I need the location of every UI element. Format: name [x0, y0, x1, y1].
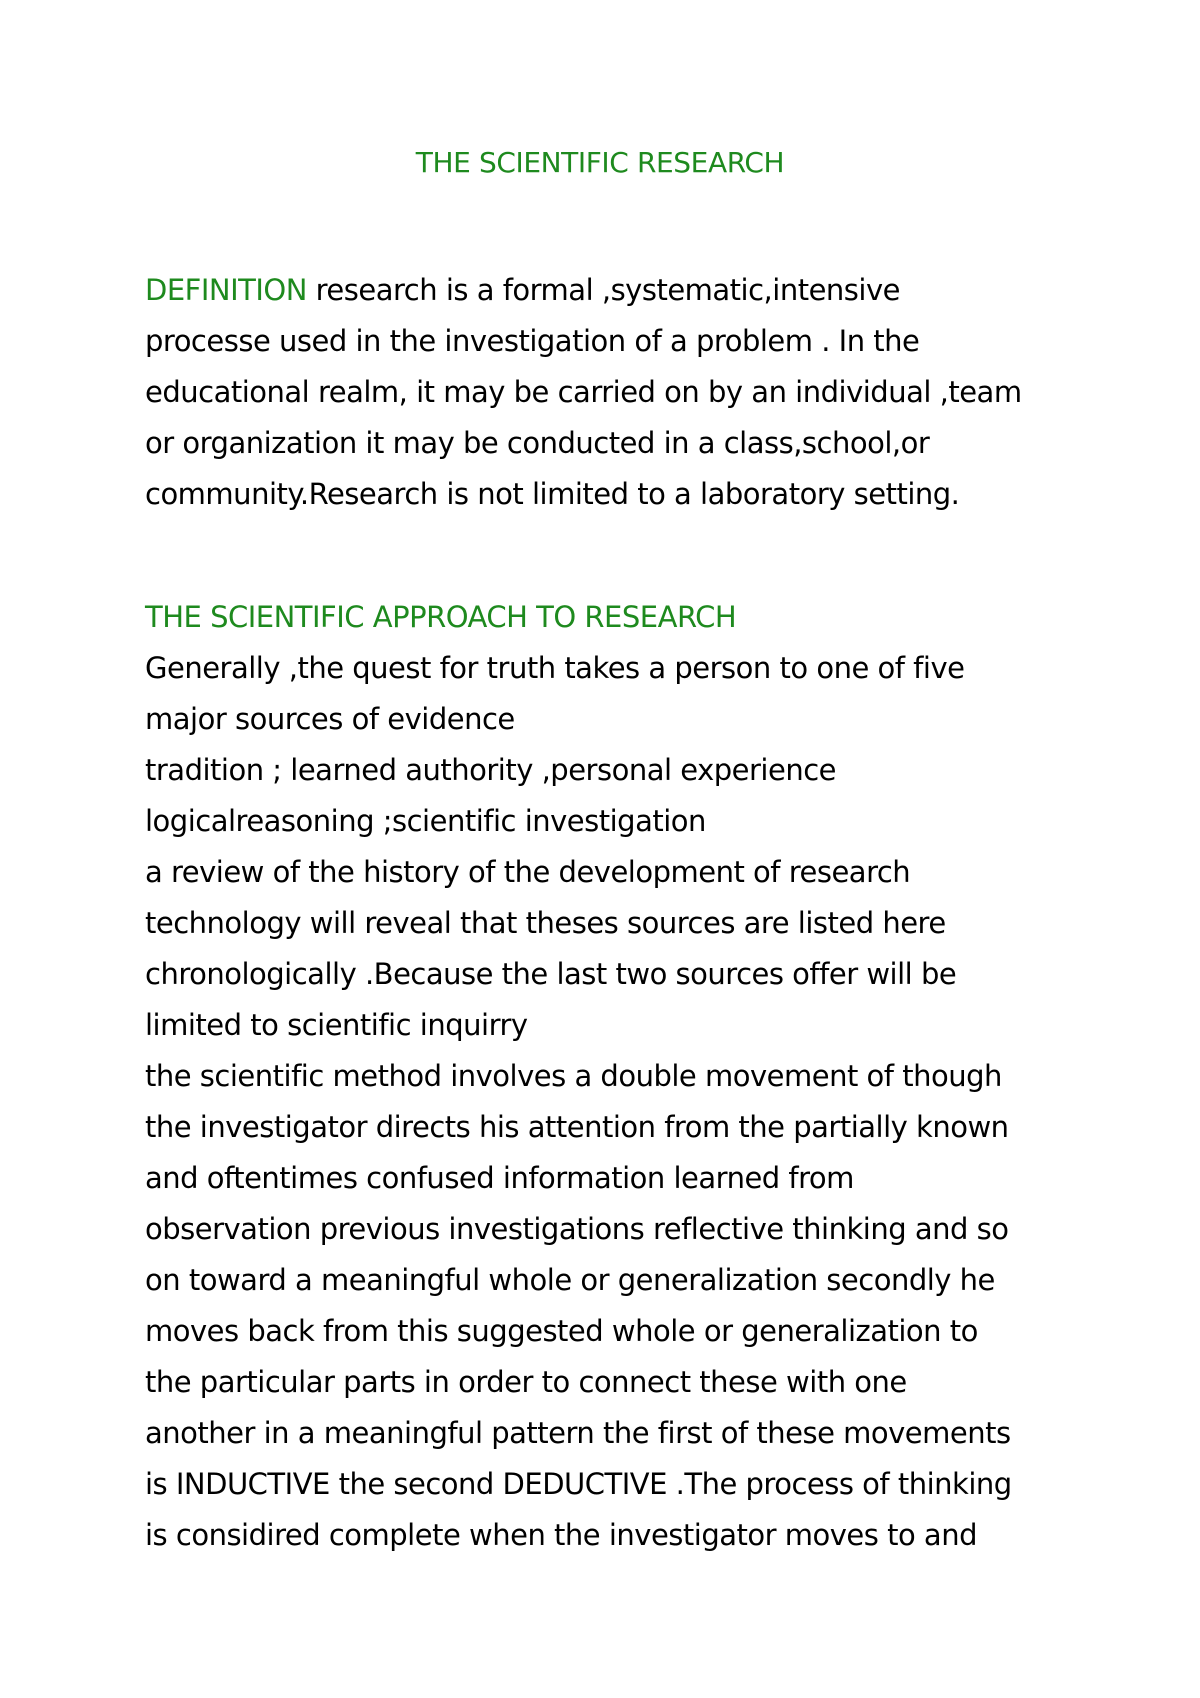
approach-line: the scientific method involves a double movement of though: [145, 1059, 1002, 1093]
approach-line: tradition ; learned authority ,personal experience: [145, 753, 836, 787]
definition-line: community.Research is not limited to a laboratory setting.: [145, 477, 960, 511]
approach-line: logicalreasoning ;scientific investigation: [145, 804, 706, 838]
approach-line: a review of the history of the development of research: [145, 855, 911, 889]
approach-line: is considired complete when the investigator moves to and: [145, 1518, 977, 1552]
definition-first-line-text: research is a formal ,systematic,intensive: [306, 273, 900, 307]
approach-line: is INDUCTIVE the second DEDUCTIVE .The process of thinking: [145, 1467, 1012, 1501]
definition-line: processe used in the investigation of a problem . In the: [145, 324, 920, 358]
approach-line: Generally ,the quest for truth takes a person to one of five: [145, 651, 965, 685]
approach-line: the investigator directs his attention from the partially known: [145, 1110, 1009, 1144]
approach-line: chronologically .Because the last two sources offer will be: [145, 957, 957, 991]
approach-section: [145, 592, 1105, 1561]
approach-line: observation previous investigations reflective thinking and so: [145, 1212, 1009, 1246]
approach-line: limited to scientific inquirry: [145, 1008, 528, 1042]
approach-line: another in a meaningful pattern the first of these movements: [145, 1416, 1011, 1450]
approach-line: the particular parts in order to connect these with one: [145, 1365, 907, 1399]
definition-paragraph: [145, 265, 1105, 520]
approach-line: and oftentimes confused information learned from: [145, 1161, 854, 1195]
definition-line: educational realm, it may be carried on by an individual ,team: [145, 375, 1022, 409]
approach-heading: THE SCIENTIFIC APPROACH TO RESEARCH: [145, 600, 737, 634]
definition-label: DEFINITION: [145, 273, 307, 307]
page-title: THE SCIENTIFIC RESEARCH: [415, 146, 785, 179]
approach-line: moves back from this suggested whole or generalization to: [145, 1314, 978, 1348]
approach-line: on toward a meaningful whole or generalization secondly he: [145, 1263, 995, 1297]
approach-line: technology will reveal that theses sources are listed here: [145, 906, 946, 940]
approach-line: major sources of evidence: [145, 702, 515, 736]
definition-first-line: [145, 265, 1105, 316]
definition-line: or organization it may be conducted in a class,school,or: [145, 426, 930, 460]
